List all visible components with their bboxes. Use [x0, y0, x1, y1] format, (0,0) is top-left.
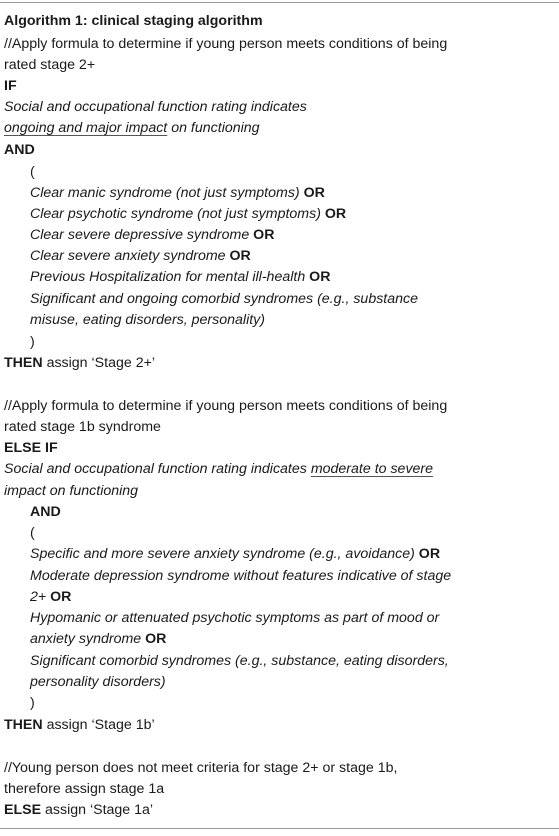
condition-line: [4, 460, 433, 478]
criterion-item: [30, 311, 265, 329]
criterion-item: [30, 268, 330, 286]
comment-line: //Apply formula to determine if young person meets conditions of being: [4, 36, 448, 52]
keyword-and: AND: [30, 504, 61, 520]
criterion-text: Clear psychotic syndrome (not just symptoms): [30, 206, 321, 222]
criterion-item: [30, 609, 439, 627]
comment-line: //Apply formula to determine if young person meets conditions of being: [4, 398, 448, 414]
operator-or: OR: [414, 546, 441, 562]
criterion-item: [30, 290, 418, 308]
comment-line: //Young person does not meet criteria for stage 2+ or stage 1b,: [4, 760, 398, 776]
keyword-else-if: ELSE IF: [4, 440, 58, 456]
condition-line: Social and occupational function rating indicates: [4, 99, 307, 115]
criterion-text: Moderate depression syndrome without features indicative of stage: [30, 568, 452, 584]
then-line: [4, 354, 155, 372]
operator-or: OR: [225, 248, 251, 264]
keyword-if: IF: [4, 78, 17, 94]
condition-line: [4, 119, 260, 137]
criterion-text: personality disorders): [30, 674, 166, 690]
criterion-text: Previous Hospitalization for mental ill-health: [30, 269, 306, 285]
criterion-item: [30, 247, 251, 265]
operator-or: OR: [320, 206, 347, 222]
criterion-item: [30, 184, 325, 202]
criterion-item: [30, 205, 346, 223]
assign-text: assign ‘Stage 1b’: [42, 717, 155, 733]
keyword-and: AND: [4, 142, 35, 158]
criterion-item: [30, 567, 451, 585]
criterion-item: [30, 673, 166, 691]
criterion-item: [30, 226, 274, 244]
criterion-item: [30, 630, 166, 648]
comment-line: therefore assign stage 1a: [4, 781, 165, 797]
operator-or: OR: [299, 185, 325, 201]
close-paren: ): [30, 334, 35, 350]
criterion-text: Significant comorbid syndromes (e.g., substance, eating disorders,: [30, 653, 449, 669]
top-rule: [0, 2, 559, 3]
open-paren: (: [30, 525, 35, 541]
criterion-item: [30, 545, 440, 563]
condition-line: impact on functioning: [4, 483, 139, 499]
bottom-rule: [0, 828, 559, 829]
keyword-else: ELSE: [4, 802, 42, 818]
criterion-item: [30, 588, 71, 606]
underlined-phrase: ongoing and major impact: [4, 120, 168, 136]
else-line: [4, 801, 153, 819]
assign-text: assign ‘Stage 2+’: [42, 355, 156, 371]
criterion-text: Clear severe depressive syndrome: [30, 227, 250, 243]
criterion-text: Significant and ongoing comorbid syndromes (e.g., substance: [30, 291, 419, 307]
underlined-phrase: moderate to severe: [310, 461, 434, 477]
assign-text: assign ‘Stage 1a’: [41, 802, 154, 818]
operator-or: OR: [141, 631, 167, 647]
criterion-text: misuse, eating disorders, personality): [30, 312, 265, 328]
comment-line: rated stage 2+: [4, 57, 96, 73]
criterion-text: anxiety syndrome: [30, 631, 142, 647]
operator-or: OR: [305, 269, 331, 285]
algorithm-title: Algorithm 1: clinical staging algorithm: [4, 13, 263, 29]
criterion-text: Clear severe anxiety syndrome: [30, 248, 226, 264]
keyword-then: THEN: [4, 717, 43, 733]
condition-text: Social and occupational function rating indicates: [4, 461, 311, 477]
open-paren: (: [30, 164, 35, 180]
criterion-text: Specific and more severe anxiety syndrome (e.g., avoidance): [30, 546, 415, 562]
then-line: [4, 716, 155, 734]
comment-line: rated stage 1b syndrome: [4, 419, 161, 435]
operator-or: OR: [249, 227, 275, 243]
criterion-item: [30, 652, 449, 670]
keyword-then: THEN: [4, 355, 43, 371]
close-paren: ): [30, 695, 35, 711]
criterion-text: Clear manic syndrome (not just symptoms): [30, 185, 300, 201]
criterion-text: 2+: [30, 589, 47, 605]
condition-text: on functioning: [167, 120, 260, 136]
criterion-text: Hypomanic or attenuated psychotic symptoms as part of mood or: [30, 610, 440, 626]
operator-or: OR: [46, 589, 72, 605]
